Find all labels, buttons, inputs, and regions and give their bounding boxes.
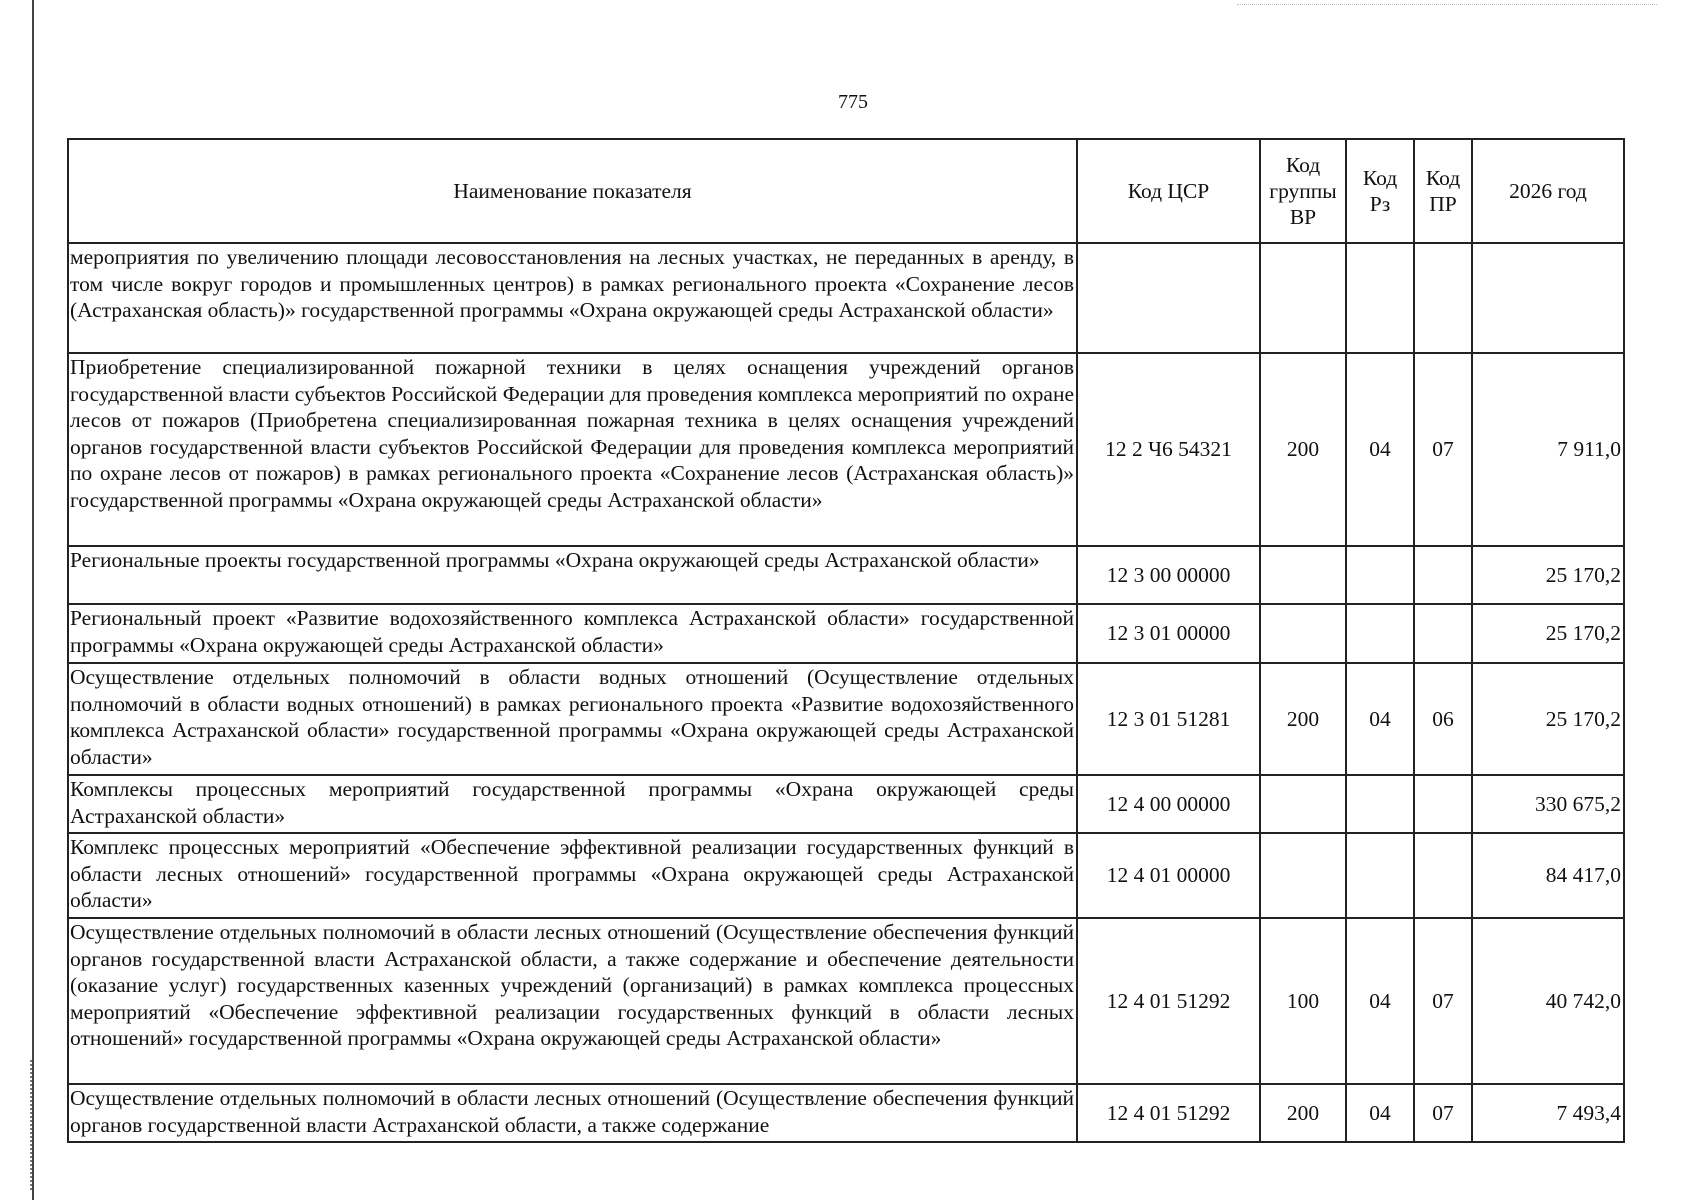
row-rz-code: 04 [1346, 663, 1414, 775]
row-pr-code [1414, 243, 1472, 353]
row-name: Осуществление отдельных полномочий в области лесных отношений (Осуществление обеспечения функций органов государственной власти Астраханской области, а также содержание [68, 1084, 1077, 1142]
header-name: Наименование показателя [68, 139, 1077, 243]
row-rz-code [1346, 243, 1414, 353]
row-pr-code: 07 [1414, 353, 1472, 546]
row-pr-code [1414, 833, 1472, 918]
row-pr-code [1414, 775, 1472, 833]
row-vr-code: 200 [1260, 1084, 1346, 1142]
budget-table [67, 138, 1625, 1143]
row-vr-code: 200 [1260, 663, 1346, 775]
row-name: Осуществление отдельных полномочий в области водных отношений (Осуществление отдельных полномочий в области водных отношений) в рамках регионального проекта «Развитие водохозяйственного комплекса Астраханской области» государственной программы «Охрана окружающей среды Астраханской области» [68, 663, 1077, 775]
page-number: 775 [838, 91, 868, 113]
row-name: Региональные проекты государственной программы «Охрана окружающей среды Астраханской области» [68, 546, 1077, 604]
table-row [68, 775, 1624, 833]
table-row [68, 1084, 1624, 1142]
table-row [68, 546, 1624, 604]
row-rz-code [1346, 833, 1414, 918]
row-vr-code [1260, 243, 1346, 353]
table-row [68, 663, 1624, 775]
header-vr-code: Код группы ВР [1260, 139, 1346, 243]
row-rz-code: 04 [1346, 918, 1414, 1084]
row-vr-code [1260, 775, 1346, 833]
row-name: Осуществление отдельных полномочий в области лесных отношений (Осуществление обеспечения функций органов государственной власти Астраханской области, а также содержание и обеспечение деятельности (оказание услуг) государственных казенных учреждений (организаций) в рамках комплекса процессных мероприятий «Обеспечение эффективной реализации государственных функций в области лесных отношений» государственной программы «Охрана окружающей среды Астраханской области» [68, 918, 1077, 1084]
row-csr-code: 12 3 01 00000 [1077, 604, 1260, 663]
row-amount: 84 417,0 [1472, 833, 1624, 918]
row-vr-code [1260, 546, 1346, 604]
table-row [68, 918, 1624, 1084]
row-rz-code [1346, 604, 1414, 663]
row-pr-code: 07 [1414, 1084, 1472, 1142]
row-vr-code [1260, 833, 1346, 918]
row-csr-code: 12 4 01 51292 [1077, 918, 1260, 1084]
row-csr-code: 12 4 01 00000 [1077, 833, 1260, 918]
row-name: Комплексы процессных мероприятий государственной программы «Охрана окружающей среды Астраханской области» [68, 775, 1077, 833]
row-csr-code: 12 3 00 00000 [1077, 546, 1260, 604]
header-year-2026: 2026 год [1472, 139, 1624, 243]
row-csr-code: 12 2 Ч6 54321 [1077, 353, 1260, 546]
row-amount: 7 493,4 [1472, 1084, 1624, 1142]
row-pr-code: 06 [1414, 663, 1472, 775]
table-row [68, 243, 1624, 353]
row-name: Комплекс процессных мероприятий «Обеспечение эффективной реализации государственных функций в области лесных отношений» государственной программы «Охрана окружающей среды Астраханской области» [68, 833, 1077, 918]
row-rz-code [1346, 775, 1414, 833]
header-csr-code: Код ЦСР [1077, 139, 1260, 243]
row-rz-code [1346, 546, 1414, 604]
header-pr-code: Код ПР [1414, 139, 1472, 243]
row-amount: 25 170,2 [1472, 546, 1624, 604]
row-rz-code: 04 [1346, 1084, 1414, 1142]
row-vr-code: 200 [1260, 353, 1346, 546]
row-csr-code: 12 4 01 51292 [1077, 1084, 1260, 1142]
row-amount: 330 675,2 [1472, 775, 1624, 833]
row-name: мероприятия по увеличению площади лесовосстановления на лесных участках, не переданных в аренду, в том числе вокруг городов и промышленных центров) в рамках регионального проекта «Сохранение лесов (Астраханская область)» государственной программы «Охрана окружающей среды Астраханской области» [68, 243, 1077, 353]
header-rz-code: Код Рз [1346, 139, 1414, 243]
table-row [68, 353, 1624, 546]
row-csr-code: 12 4 00 00000 [1077, 775, 1260, 833]
row-csr-code: 12 3 01 51281 [1077, 663, 1260, 775]
row-pr-code: 07 [1414, 918, 1472, 1084]
row-name: Региональный проект «Развитие водохозяйственного комплекса Астраханской области» государственной программы «Охрана окружающей среды Астраханской области» [68, 604, 1077, 663]
row-csr-code [1077, 243, 1260, 353]
row-pr-code [1414, 546, 1472, 604]
binding-margin-dots [30, 1060, 34, 1190]
table-row [68, 604, 1624, 663]
table-row [68, 833, 1624, 918]
row-amount [1472, 243, 1624, 353]
table-header-row [68, 139, 1624, 243]
row-amount: 7 911,0 [1472, 353, 1624, 546]
row-amount: 25 170,2 [1472, 604, 1624, 663]
row-vr-code [1260, 604, 1346, 663]
row-amount: 40 742,0 [1472, 918, 1624, 1084]
row-rz-code: 04 [1346, 353, 1414, 546]
binding-margin-line [32, 0, 34, 1200]
row-amount: 25 170,2 [1472, 663, 1624, 775]
row-vr-code: 100 [1260, 918, 1346, 1084]
row-name: Приобретение специализированной пожарной техники в целях оснащения учреждений органов государственной власти субъектов Российской Федерации для проведения комплекса мероприятий по охране лесов от пожаров (Приобретена специализированная пожарная техника в целях оснащения учреждений органов государственной власти субъектов Российской Федерации для проведения комплекса мероприятий по охране лесов от пожаров) в рамках регионального проекта «Сохранение лесов (Астраханская область)» государственной программы «Охрана окружающей среды Астраханской области» [68, 353, 1077, 546]
scan-header-noise [1237, 4, 1657, 6]
row-pr-code [1414, 604, 1472, 663]
